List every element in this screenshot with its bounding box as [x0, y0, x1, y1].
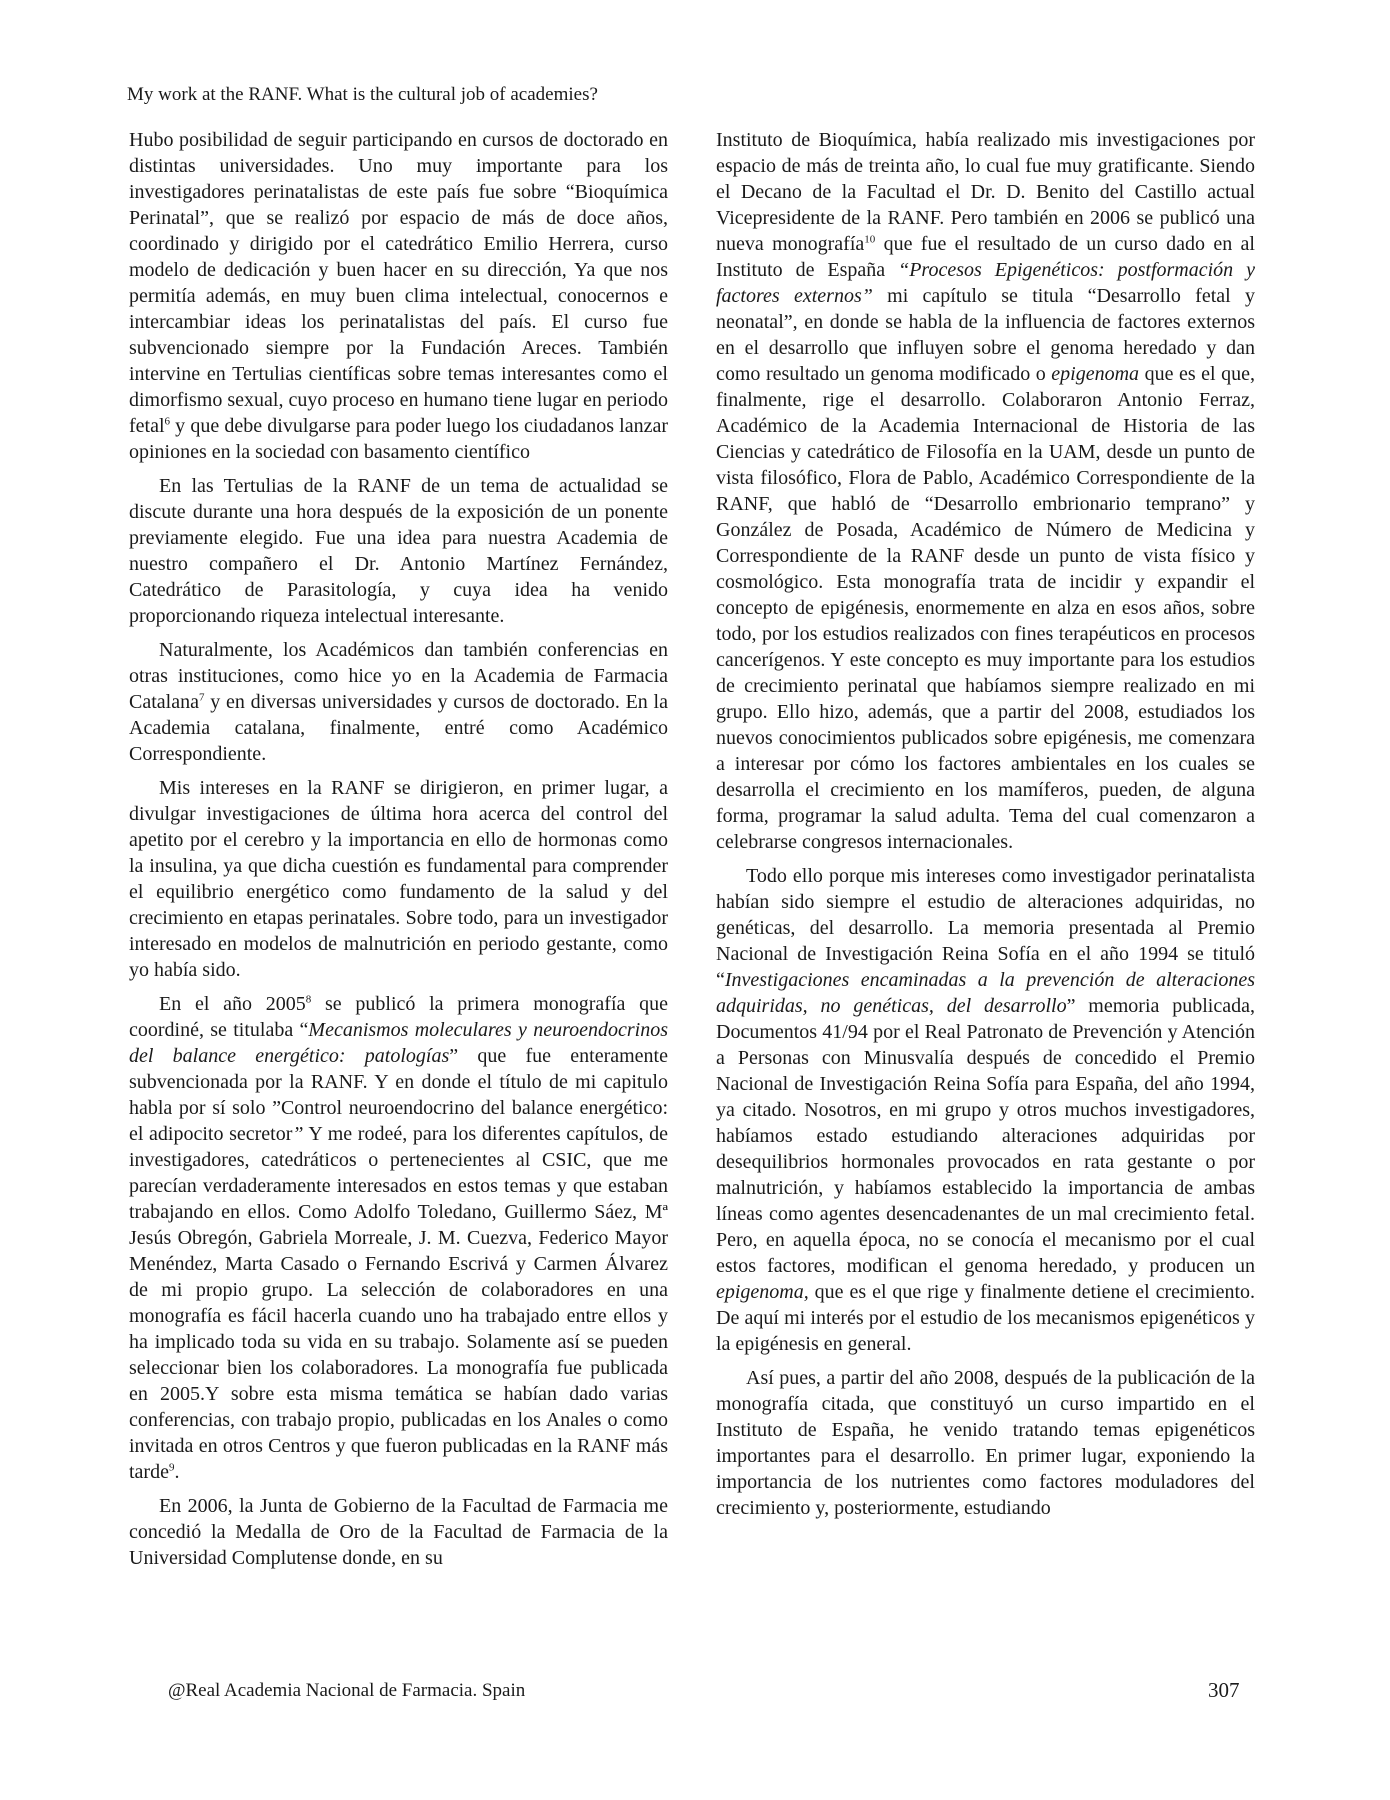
footnote-ref: 10 [864, 233, 876, 246]
footnote-ref: 8 [305, 993, 312, 1006]
footnote-ref: 7 [198, 691, 205, 704]
left-column [129, 127, 668, 1579]
paragraph: Hubo posibilidad de seguir participando en cursos de doctorado en distintas universidades. Uno muy importante para los investigadores perinatalistas de este país fue sobre “Bioquímica Perinatal”, que se realizó por espacio de más de doce años, coordinado y dirigido por el catedrático Emilio Herrera, curso modelo de dedicación y buen hacer en su dirección, Ya que nos permitía además, en muy buen clima intelectual, conocernos e intercambiar ideas los perinatalistas del país. El curso fue subvencionado siempre por la Fundación Areces. También intervine en Tertulias científicas sobre temas interesantes como el dimorfismo sexual, cuyo proceso en humano tiene lugar en periodo fetal$^6$ y que debe divulgarse para poder luego los ciudadanos lanzar opiniones en la sociedad con basamento científico [129, 129, 668, 463]
paragraph: En el año 2005$^8$ se publicó la primera monografía que coordiné, se titulaba “Mecanismos moleculares y neuroendocrinos del balance energético: patologías” que fue enteramente subvencionada por la RANF. Y en donde el título de mi capitulo habla por sí solo ”Control neuroendocrino del balance energético: el adipocito secretor” Y me rodeé, para los diferentes capítulos, de investigadores, catedráticos o pertenecientes al CSIC, que me parecían verdaderamente interesados en estos temas y que estaban trabajando en ellos. Como Adolfo Toledano, Guillermo Sáez, Mª Jesús Obregón, Gabriela Morreale, J. M. Cuezva, Federico Mayor Menéndez, Marta Casado o Fernando Escrivá y Carmen Álvarez de mi propio grupo. La selección de colaboradores en una monografía es fácil hacerla cuando uno ha trabajado entre ellos y ha implicado toda su vida en su trabajo. Solamente así se pueden seleccionar bien los colaboradores. La monografía fue publicada en 2005.Y sobre esta misma temática se habían dado varias conferencias, con trabajo propio, publicadas en los Anales o como invitada en otros Centros y que fueron publicadas en la RANF más tarde$^9$. [129, 993, 669, 1483]
paragraph: Mis intereses en la RANF se dirigieron, en primer lugar, a divulgar investigaciones de última hora acerca del control del apetito por el cerebro y la importancia en ello de hormonas como la insulina, ya que dicha cuestión es fundamental para comprender el equilibrio energético como fundamento de la salud y del crecimiento en etapas perinatales. Sobre todo, para un investigador interesado en modelos de malnutrición en periodo gestante, como yo había sido. [129, 777, 668, 981]
running-header: My work at the RANF. What is the cultural job of academies? [127, 84, 598, 105]
right-column [716, 127, 1255, 1529]
paragraph: En las Tertulias de la RANF de un tema de actualidad se discute durante una hora después de la exposición de un ponente previamente elegido. Fue una idea para nuestra Academia de nuestro compañero el Dr. Antonio Martínez Fernández, Catedrático de Parasitología, y cuya idea ha venido proporcionando riqueza intelectual interesante. [129, 475, 668, 627]
footer-copyright: @Real Academia Nacional de Farmacia. Spain [168, 1680, 526, 1701]
paragraph: Naturalmente, los Académicos dan también conferencias en otras instituciones, como hice yo en la Academia de Farmacia Catalana$^7$ y en diversas universidades y cursos de doctorado. En la Academia catalana, finalmente, entré como Académico Correspondiente. [129, 639, 668, 765]
footnote-ref: 6 [164, 415, 171, 428]
paragraph: Instituto de Bioquímica, había realizado mis investigaciones por espacio de más de treinta año, lo cual fue muy gratificante. Siendo el Decano de la Facultad el Dr. D. Benito del Castillo actual Vicepresidente de la RANF. Pero también en 2006 se publicó una nueva monografía$^{10}$ que fue el resultado de un curso dado en al Instituto de España “Procesos Epigenéticos: postformación y factores externos” mi capítulo se titula “Desarrollo fetal y neonatal”, en donde se habla de la influencia de factores externos en el desarrollo que influyen sobre el genoma heredado y dan como resultado un genoma modificado o epigenoma que es el que, finalmente, rige el desarrollo. Colaboraron Antonio Ferraz, Académico de la Academia Internacional de Historia de las Ciencias y catedrático de Filosofía en la UAM, desde un punto de vista filosófico, Flora de Pablo, Académico Correspondiente de la RANF, que habló de “Desarrollo embrionario temprano” y González de Posada, Académico de Número de Medicina y Correspondiente de la RANF desde un punto de vista físico y cosmológico. Esta monografía trata de incidir y expandir el concepto de epigénesis, enormemente en alza en esos años, sobre todo, por los estudios realizados con fines terapéuticos en procesos cancerígenos. Y este concepto es muy importante para los estudios de crecimiento perinatal que habíamos siempre realizado en mi grupo. Ello hizo, además, que a partir del 2008, estudiados los nuevos conocimientos publicados sobre epigénesis, me comenzara a interesar por cómo los factores ambientales en los cuales se desarrolla el crecimiento en los mamíferos, pueden, de alguna forma, programar la salud adulta. Tema del cual comenzaron a celebrarse congresos internacionales. [716, 129, 1255, 853]
page-number: 307 [1208, 1678, 1240, 1702]
paragraph: Todo ello porque mis intereses como investigador perinatalista habían sido siempre el estudio de alteraciones adquiridas, no genéticas, del desarrollo. La memoria presentada al Premio Nacional de Investigación Reina Sofía en el año 1994 se tituló “Investigaciones encaminadas a la prevención de alteraciones adquiridas, no genéticas, del desarrollo” memoria publicada, Documentos 41/94 por el Real Patronato de Prevención y Atención a Personas con Minusvalía después de concedido el Premio Nacional de Investigación Reina Sofía para España, del año 1994, ya citado. Nosotros, en mi grupo y otros muchos investigadores, habíamos estado estudiando alteraciones adquiridas por desequilibrios hormonales provocados en rata gestante o por malnutrición, y habíamos establecido la importancia de ambas líneas como agentes desencadenantes de un mal crecimiento fetal. Pero, en aquella época, no se conocía el mecanismo por el cual estos factores, modifican el genoma heredado, y producen un epigenoma, que es el que rige y finalmente detiene el crecimiento. De aquí mi interés por el estudio de los mecanismos epigenéticos y la epigénesis en general. [716, 865, 1255, 1355]
footnote-ref: 9 [168, 1461, 175, 1474]
paragraph: Así pues, a partir del año 2008, después de la publicación de la monografía citada, que constituyó un curso impartido en el Instituto de España, he venido tratando temas epigenéticos importantes para el desarrollo. En primer lugar, exponiendo la importancia de los nutrientes como factores moduladores del crecimiento y, posteriormente, estudiando [716, 1367, 1255, 1519]
paragraph: En 2006, la Junta de Gobierno de la Facultad de Farmacia me concedió la Medalla de Oro de la Facultad de Farmacia de la Universidad Complutense donde, en su [129, 1495, 668, 1569]
